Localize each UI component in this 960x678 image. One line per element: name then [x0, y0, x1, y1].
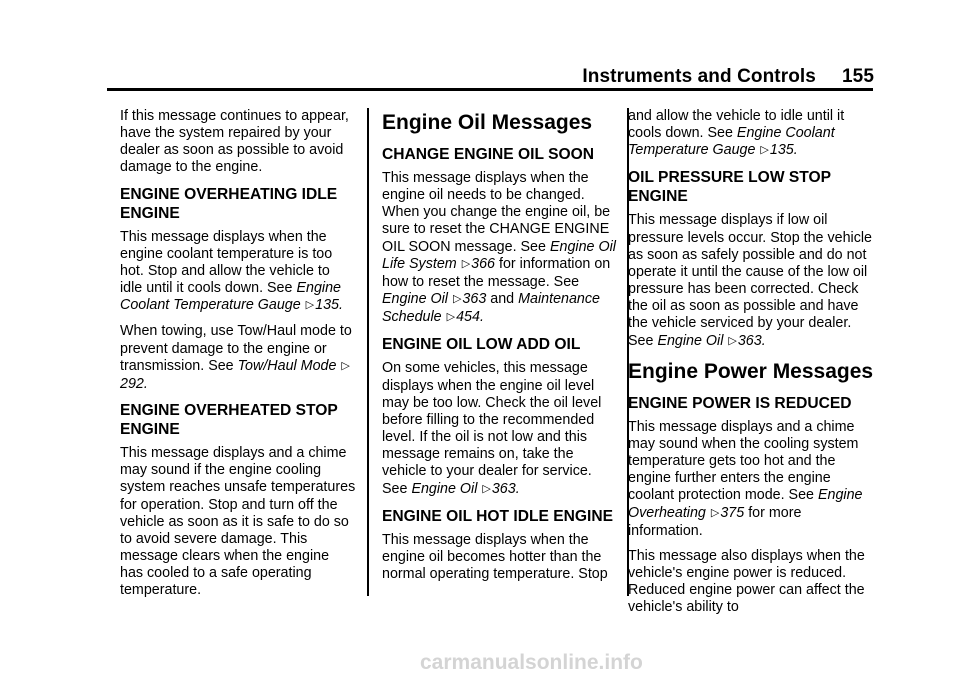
- ref-engine-oil[interactable]: Engine Oil: [411, 480, 478, 497]
- heading-power-reduced: ENGINE POWER IS REDUCED: [628, 394, 852, 412]
- ref-oil-life-system[interactable]: Engine Oil Life System: [382, 238, 616, 272]
- paragraph-oil-hot-continued: and allow the vehicle to idle until it cools down. See Engine Coolant Temperature Gauge ▷135.: [628, 108, 845, 159]
- ref-engine-oil[interactable]: Engine Oil: [382, 291, 448, 308]
- ref-page[interactable]: 292.: [120, 375, 148, 392]
- arrow-pointer-icon: ▷: [728, 334, 737, 347]
- column-2: [382, 108, 618, 591]
- heading-oil-low-add: ENGINE OIL LOW ADD OIL: [382, 336, 581, 354]
- page-header: [582, 66, 874, 88]
- heading-overheating-idle: ENGINE OVERHEATING IDLE ENGINE: [120, 185, 338, 222]
- paragraph-overheating-idle: This message displays when the engine coolant temperature is too hot. Stop and allow the vehicle to idle until it cools down. See Engine Coolant Temperature Gauge ▷135.: [120, 228, 343, 314]
- paragraph-oil-pressure: This message displays if low oil pressure levels occur. Stop the vehicle as soon as safely possible and do not operate it until the cause of the low oil pressure has been corrected. Check the oil as soon as possible and have the vehicle serviced by your dealer. See Engine Oil ▷363.: [628, 212, 872, 349]
- paragraph-continue-repair: If this message continues to appear, have the system repaired by your dealer as soon as possible to avoid damage to the engine.: [120, 108, 349, 176]
- arrow-pointer-icon: ▷: [446, 311, 456, 324]
- paragraph-oil-hot: This message displays when the engine oil becomes hotter than the normal operating temperature. Stop: [382, 531, 608, 582]
- paragraph-overheated-stop: This message displays and a chime may sound if the engine cooling system reaches unsafe temperatures for operation. Stop and turn off the vehicle as soon as it is safe to do so to avoid severe damage. This message clears when the engine has cooled to a safe operating temperature.: [120, 445, 356, 599]
- paragraph-power-also: This message also displays when the vehicle's engine power is reduced. Reduced engine power can affect the vehicle's ability to: [628, 547, 865, 616]
- header-rule: [107, 88, 873, 91]
- arrow-pointer-icon: ▷: [305, 299, 315, 312]
- ref-coolant-gauge[interactable]: Engine Coolant Temperature Gauge: [120, 280, 341, 314]
- column-3: [628, 108, 874, 624]
- heading-oil-pressure-low: OIL PRESSURE LOW STOP ENGINE: [628, 169, 831, 206]
- ref-page[interactable]: 363.: [737, 332, 766, 349]
- arrow-pointer-icon: ▷: [461, 257, 471, 270]
- ref-page[interactable]: 363.: [491, 480, 520, 497]
- ref-page[interactable]: 135.: [769, 142, 798, 159]
- arrow-pointer-icon: ▷: [482, 482, 491, 495]
- ref-tow-haul[interactable]: Tow/Haul Mode: [237, 357, 337, 374]
- arrow-pointer-icon: ▷: [341, 359, 350, 372]
- watermark: carmanualsonline.info: [420, 651, 643, 674]
- ref-maintenance-schedule[interactable]: Maintenance Schedule: [382, 291, 600, 326]
- ref-page[interactable]: 366: [471, 255, 496, 272]
- heading-overheated-stop: ENGINE OVERHEATED STOP ENGINE: [120, 402, 338, 439]
- arrow-pointer-icon: ▷: [710, 506, 720, 519]
- ref-page[interactable]: 375: [720, 504, 745, 521]
- paragraph-oil-low: On some vehicles, this message displays when the engine oil level may be too low. Check the oil level before filling to the recommended level. If the oil is not low and this message remains on, take the vehicle to your dealer for service. See Engine Oil ▷363.: [382, 360, 602, 497]
- ref-engine-oil[interactable]: Engine Oil: [657, 332, 724, 349]
- ref-page[interactable]: 135.: [315, 297, 343, 314]
- heading-engine-oil-messages: Engine Oil Messages: [382, 111, 593, 134]
- paragraph-power-reduced: This message displays and a chime may sound when the cooling system temperature gets too hot and the engine further enters the engine coolant protection mode. See Engine Overheating ▷375 for more information.: [628, 418, 863, 539]
- arrow-pointer-icon: ▷: [760, 144, 769, 157]
- ref-coolant-gauge[interactable]: Engine Coolant Temperature Gauge: [628, 125, 835, 159]
- ref-page[interactable]: 454.: [456, 309, 484, 326]
- page-number: 155: [841, 66, 874, 87]
- column-1: [120, 108, 356, 607]
- column-divider-left: [367, 108, 369, 596]
- paragraph-towing: When towing, use Tow/Haul mode to prevent damage to the engine or transmission. See Tow/Haul Mode ▷292.: [120, 323, 352, 392]
- ref-engine-overheating[interactable]: Engine Overheating: [628, 487, 863, 521]
- arrow-pointer-icon: ▷: [452, 293, 462, 306]
- ref-page[interactable]: 363: [462, 291, 487, 308]
- heading-oil-hot-idle: ENGINE OIL HOT IDLE ENGINE: [382, 507, 614, 525]
- heading-change-oil-soon: CHANGE ENGINE OIL SOON: [382, 146, 594, 163]
- heading-engine-power-messages: Engine Power Messages: [628, 359, 874, 383]
- section-title: Instruments and Controls: [582, 66, 816, 87]
- paragraph-change-oil: This message displays when the engine oil needs to be changed. When you change the engine oil, be sure to reset the CHANGE ENGINE OIL SOON message. See Engine Oil Life System ▷366 for information on how to reset the message. See Engine Oil ▷363 and Maintenance Schedule ▷454.: [382, 170, 616, 326]
